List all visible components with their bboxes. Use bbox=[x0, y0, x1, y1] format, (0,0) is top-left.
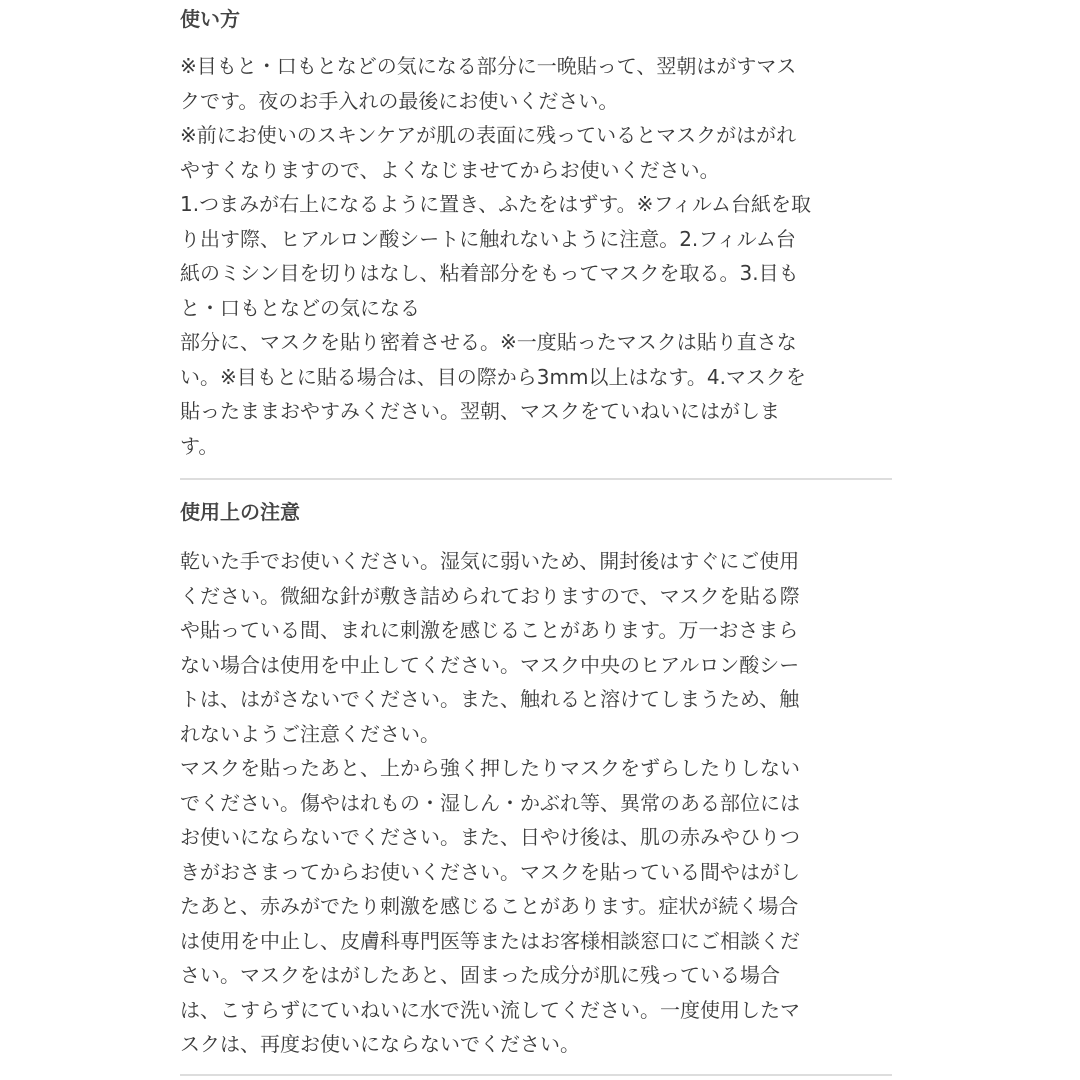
usage-line: す。 bbox=[180, 433, 219, 458]
usage-line: クです。夜のお手入れの最後にお使いください。 bbox=[180, 88, 619, 113]
caution-heading: 使用上の注意 bbox=[180, 500, 300, 524]
usage-line: り出す際、ヒアルロン酸シートに触れないように注意。2.フィルム台 bbox=[180, 226, 796, 251]
usage-line: 1.つまみが右上になるように置き、ふたをはずす。※フィルム台紙を取 bbox=[180, 192, 812, 216]
caution-line: ください。微細な針が敷き詰められておりますので、マスクを貼る際 bbox=[180, 583, 800, 608]
caution-line: お使いにならないでください。また、日やけ後は、肌の赤みやひりつ bbox=[180, 825, 800, 849]
usage-line: やすくなりますので、よくなじませてからお使いください。 bbox=[180, 157, 720, 182]
usage-line: ※前にお使いのスキンケアが肌の表面に残っているとマスクがはがれ bbox=[180, 123, 797, 147]
caution-line: たあと、赤みがでたり刺激を感じることがあります。症状が続く場合 bbox=[180, 894, 799, 918]
caution-line: は、こすらずにていねいに水で洗い流してください。一度使用したマ bbox=[180, 997, 800, 1022]
caution-line: 乾いた手でお使いください。湿気に弱いため、開封後はすぐにご使用 bbox=[180, 549, 800, 573]
caution-line: さい。マスクをはがしたあと、固まった成分が肌に残っている場合 bbox=[180, 963, 780, 987]
caution-line: スクは、再度お使いにならないでください。 bbox=[180, 1032, 580, 1056]
caution-line: マスクを貼ったあと、上から強く押したりマスクをずらしたりしない bbox=[180, 756, 800, 780]
caution-line: きがおさまってからお使いください。マスクを貼っている間やはがし bbox=[180, 859, 800, 884]
caution-line: でください。傷やはれもの・湿しん・かぶれ等、異常のある部位には bbox=[180, 790, 800, 815]
caution-line: は使用を中止し、皮膚科専門医等またはお客様相談窓口にご相談くだ bbox=[180, 928, 800, 953]
usage-line: 部分に、マスクを貼り密着させる。※一度貼ったマスクは貼り直さな bbox=[180, 330, 797, 354]
section-divider bbox=[180, 478, 892, 480]
caution-line: れないようご注意ください。 bbox=[180, 721, 440, 746]
caution-body bbox=[180, 544, 892, 1062]
usage-section bbox=[180, 6, 892, 463]
caution-line: ない場合は使用を中止してください。マスク中央のヒアルロン酸シー bbox=[180, 652, 800, 677]
usage-line: 紙のミシン目を切りはなし、粘着部分をもってマスクを取る。3.目も bbox=[180, 261, 799, 285]
usage-line: と・口もとなどの気になる bbox=[180, 295, 420, 320]
usage-line: ※目もと・口もとなどの気になる部分に一晩貼って、翌朝はがすマス bbox=[180, 54, 797, 78]
usage-line: い。※目もとに貼る場合は、目の際から3mm以上はなす。4.マスクを bbox=[180, 364, 806, 389]
caution-section bbox=[180, 499, 892, 1062]
usage-line: 貼ったままおやすみください。翌朝、マスクをていねいにはがしま bbox=[180, 399, 780, 423]
caution-line: トは、はがさないでください。また、触れると溶けてしまうため、触 bbox=[180, 687, 800, 711]
usage-body bbox=[180, 49, 892, 463]
usage-heading: 使い方 bbox=[180, 7, 240, 31]
caution-line: や貼っている間、まれに刺激を感じることがあります。万一おさまら bbox=[180, 618, 799, 642]
section-divider bbox=[180, 1074, 892, 1076]
